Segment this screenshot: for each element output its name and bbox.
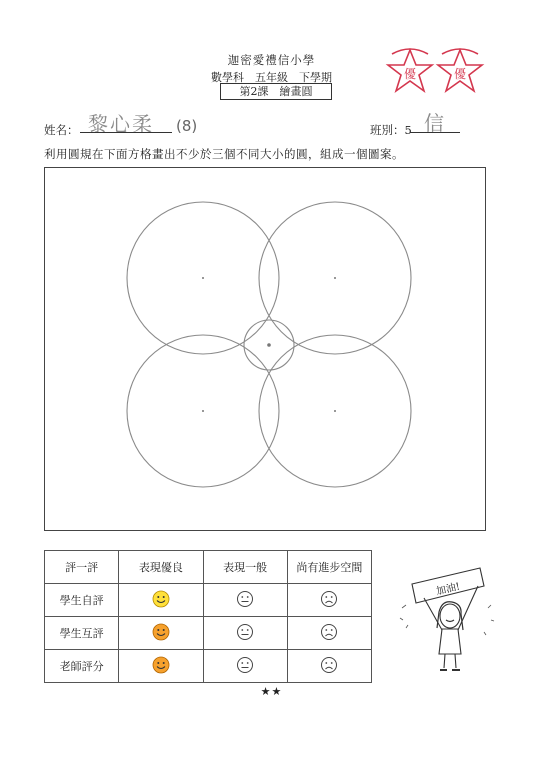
rating-cell-average[interactable] [203, 650, 287, 683]
smiley-neutral-icon [236, 656, 254, 674]
name-underline [80, 132, 172, 133]
table-header-cell: 尚有進步空間 [287, 551, 371, 584]
smiley-neutral-icon [236, 590, 254, 608]
center-dot [202, 410, 204, 412]
center-dot [267, 343, 271, 347]
row-label: 學生自評 [45, 584, 119, 617]
table-header-cell: 表現優良 [119, 551, 203, 584]
row-label: 老師評分 [45, 650, 119, 683]
student-name-handwritten: 黎心柔 [88, 112, 154, 136]
smiley-sad-icon [320, 623, 338, 641]
sign-text: 加油! [435, 581, 462, 598]
center-dot [202, 277, 204, 279]
table-header-cell: 表現一般 [203, 551, 287, 584]
class-label: 班別：5 [370, 123, 412, 137]
name-label: 姓名： [44, 123, 79, 137]
stamp-text-2: 優 [453, 67, 467, 81]
smiley-sad-icon [320, 656, 338, 674]
excellent-stamps [380, 42, 495, 102]
table-header-row [45, 551, 372, 584]
center-dot [334, 410, 336, 412]
rating-cell-good[interactable] [119, 584, 203, 617]
stamp-text-1: 優 [403, 67, 417, 81]
table-row [45, 650, 372, 683]
evaluation-table [44, 550, 372, 683]
class-number: (8) [176, 117, 198, 135]
rating-cell-improve[interactable] [287, 617, 371, 650]
table-row [45, 617, 372, 650]
instruction-text: 利用圓規在下面方格畫出不少於三個不同大小的圓，組成一個圖案。 [44, 147, 404, 161]
girl-head [440, 604, 460, 628]
row-label: 學生互評 [45, 617, 119, 650]
rating-cell-improve[interactable] [287, 650, 371, 683]
smiley-neutral-icon [236, 623, 254, 641]
school-name: 迦密愛禮信小學 [227, 53, 316, 67]
smiley-sad-icon [320, 590, 338, 608]
table-row [45, 584, 372, 617]
footer-stars: ★★ [260, 685, 283, 698]
cheering-girl-illustration [392, 556, 502, 681]
class-handwritten: 信 [424, 111, 444, 135]
rating-cell-average[interactable] [203, 584, 287, 617]
center-dot [334, 277, 336, 279]
rating-cell-good[interactable] [119, 617, 203, 650]
subject-line: 數學科 五年級 下學期 [211, 71, 332, 84]
circle-drawing [45, 168, 487, 532]
smiley-happy-icon [152, 590, 170, 608]
girl-body [439, 629, 461, 654]
table-header-cell: 評一評 [45, 551, 119, 584]
smiley-happy-icon [152, 656, 170, 674]
drawing-area [44, 167, 486, 531]
rating-cell-improve[interactable] [287, 584, 371, 617]
rating-cell-good[interactable] [119, 650, 203, 683]
lesson-title: 第2課 繪畫圓 [220, 83, 332, 100]
class-underline [410, 132, 460, 133]
smiley-happy-icon [152, 623, 170, 641]
rating-cell-average[interactable] [203, 617, 287, 650]
